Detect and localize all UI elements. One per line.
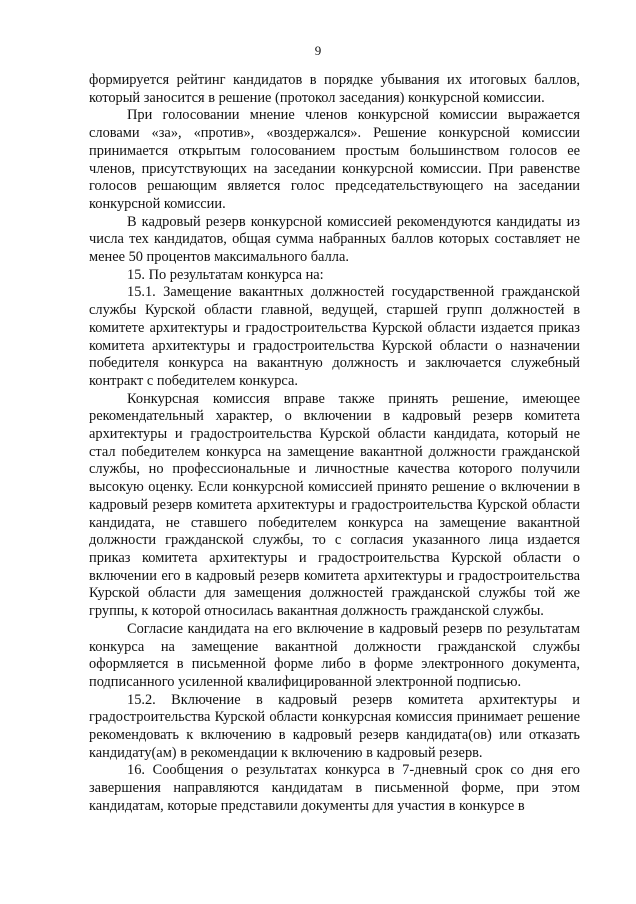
paragraph-continuation: формируется рейтинг кандидатов в порядке убывания их итоговых баллов, который заносится в решение (протокол заседания) конкурсной комиссии. xyxy=(89,72,580,106)
paragraph-voting: При голосовании мнение членов конкурсной комиссии выражается словами «за», «против», «воздержался». Решение конкурсной комиссии принимается открытым голосованием простым большинством голосов ее членов, присутствующих на заседании конкурсной комиссии. При равенстве голосов решающим является голос председательствующего на заседании конкурсной комиссии. xyxy=(89,107,580,212)
page-number: 9 xyxy=(314,43,322,58)
paragraph-reserve-recommendation: В кадровый резерв конкурсной комиссией рекомендуются кандидаты из числа тех кандидатов, общая сумма набранных баллов которых составляет не менее 50 процентов максимального балла. xyxy=(89,213,580,266)
paragraph-commission-decision: Конкурсная комиссия вправе также принять решение, имеющее рекомендательный характер, о включении в кадровый резерв комитета архитектуры и градостроительства Курской области кандидата, который не стал победителем конкурса на замещение вакантной должности гражданской службы, но профессиональные и личностные качества которого получили высокую оценку. Если конкурсной комиссией принято решение о включении в кадровый резерв комитета архитектуры и градостроительства Курской области кандидата, не ставшего победителем конкурса на замещение вакантной должности гражданской службы, то с согласия указанного лица издается приказ комитета архитектуры и градостроительства Курской области о включении его в кадровый резерв комитета архитектуры и градостроительства Курской области для замещения должностей гражданской службы той же группы, к которой относилась вакантная должность гражданской службы. xyxy=(89,390,580,620)
document-body xyxy=(89,72,580,816)
paragraph-item-16: 16. Сообщения о результатах конкурса в 7-дневный срок со дня его завершения направляются кандидатам в письменной форме, при этом кандидатам, которые представили документы для участия в конкурсе в xyxy=(89,762,580,814)
paragraph-item-15: 15. По результатам конкурса на: xyxy=(127,266,324,283)
paragraph-item-15-1: 15.1. Замещение вакантных должностей государственной гражданской службы Курской области главной, ведущей, старшей групп должностей в комитете архитектуры и градостроительства Курской области издается приказ комитета архитектуры и градостроительства Курской области о назначении победителя конкурса на вакантную должность и заключается служебный контракт с победителем конкурса. xyxy=(89,284,580,389)
paragraph-item-15-2: 15.2. Включение в кадровый резерв комитета архитектуры и градостроительства Курской области конкурсная комиссия принимает решение рекомендовать к включению в кадровый резерв кандидата(ов) или отказать кандидату(ам) в рекомендации к включению в кадровый резерв. xyxy=(89,691,580,761)
paragraph-candidate-consent: Согласие кандидата на его включение в кадровый резерв по результатам конкурса на замещение вакантной должности гражданской службы оформляется в письменной форме либо в форме электронного документа, подписанного усиленной квалифицированной электронной подписью. xyxy=(89,620,580,690)
